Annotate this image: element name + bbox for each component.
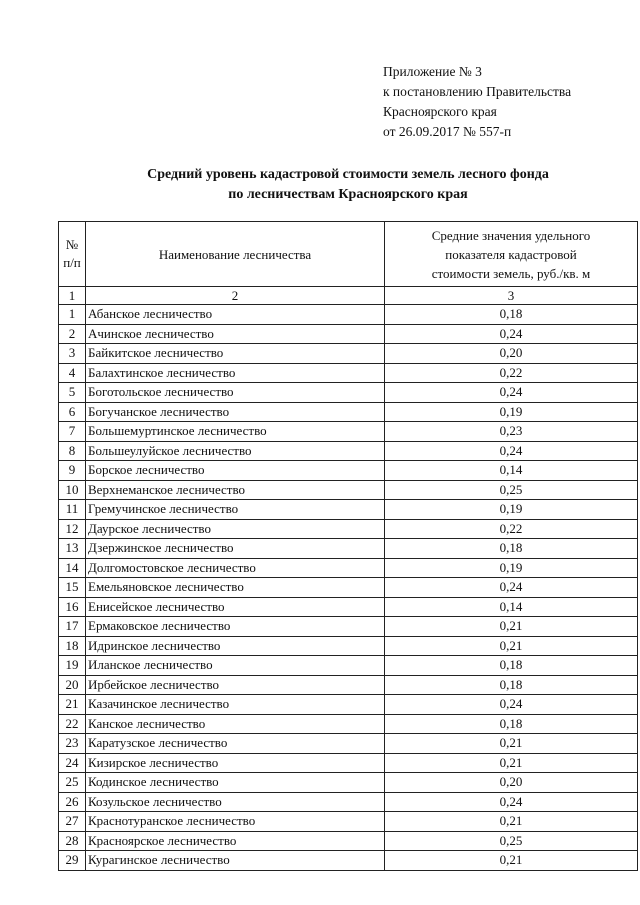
forestry-name: Верхнеманское лесничество [86, 480, 385, 500]
row-number: 25 [59, 773, 86, 793]
forestry-name: Дзержинское лесничество [86, 539, 385, 559]
title-line: Средний уровень кадастровой стоимости земель лесного фонда [147, 167, 549, 182]
row-number: 1 [59, 305, 86, 325]
forestry-name: Иланское лесничество [86, 656, 385, 676]
row-number: 29 [59, 851, 86, 871]
row-number: 20 [59, 675, 86, 695]
row-number: 3 [59, 344, 86, 364]
table-row [59, 344, 638, 364]
table-row [59, 656, 638, 676]
forestry-name: Краснотуранское лесничество [86, 812, 385, 832]
forestry-name: Канское лесничество [86, 714, 385, 734]
column-index: 3 [385, 287, 638, 305]
cadastral-value: 0,14 [385, 597, 638, 617]
forestry-name: Кизирское лесничество [86, 753, 385, 773]
table-body [59, 305, 638, 871]
table-row [59, 578, 638, 598]
forestry-name: Балахтинское лесничество [86, 363, 385, 383]
table-row [59, 617, 638, 637]
appendix-line: Приложение № 3 [383, 64, 482, 79]
table-row [59, 539, 638, 559]
document-title [60, 165, 636, 205]
forestry-name: Емельяновское лесничество [86, 578, 385, 598]
table-row [59, 402, 638, 422]
table-row [59, 305, 638, 325]
table-row [59, 675, 638, 695]
cadastral-value: 0,21 [385, 753, 638, 773]
row-number: 5 [59, 383, 86, 403]
row-number: 23 [59, 734, 86, 754]
cadastral-value: 0,21 [385, 851, 638, 871]
row-number: 7 [59, 422, 86, 442]
row-number: 24 [59, 753, 86, 773]
column-index: 1 [59, 287, 86, 305]
forestry-name: Борское лесничество [86, 461, 385, 481]
row-number: 9 [59, 461, 86, 481]
appendix-block [383, 62, 571, 142]
cadastral-value: 0,24 [385, 383, 638, 403]
cadastral-value: 0,20 [385, 344, 638, 364]
row-number: 19 [59, 656, 86, 676]
row-number: 27 [59, 812, 86, 832]
forestry-name: Енисейское лесничество [86, 597, 385, 617]
row-number: 13 [59, 539, 86, 559]
cadastral-value: 0,19 [385, 500, 638, 520]
cadastral-value: 0,18 [385, 675, 638, 695]
row-number: 10 [59, 480, 86, 500]
row-number: 22 [59, 714, 86, 734]
table-row [59, 792, 638, 812]
table-row [59, 695, 638, 715]
cadastral-value: 0,24 [385, 324, 638, 344]
cadastral-value: 0,25 [385, 480, 638, 500]
cadastral-value: 0,24 [385, 792, 638, 812]
header-number [59, 222, 86, 287]
forestry-table [58, 221, 638, 871]
cadastral-value: 0,22 [385, 363, 638, 383]
forestry-name: Гремучинское лесничество [86, 500, 385, 520]
forestry-name: Идринское лесничество [86, 636, 385, 656]
forestry-name: Даурское лесничество [86, 519, 385, 539]
table-row [59, 500, 638, 520]
cadastral-value: 0,18 [385, 714, 638, 734]
cadastral-value: 0,24 [385, 441, 638, 461]
cadastral-value: 0,22 [385, 519, 638, 539]
table-row [59, 324, 638, 344]
header-value-line3: стоимости земель, руб./кв. м [431, 265, 591, 281]
appendix-line: от 26.09.2017 № 557-п [383, 124, 512, 139]
table-row [59, 363, 638, 383]
cadastral-value: 0,21 [385, 812, 638, 832]
table-row [59, 734, 638, 754]
table-row [59, 558, 638, 578]
row-number: 11 [59, 500, 86, 520]
forestry-name: Большемуртинское лесничество [86, 422, 385, 442]
row-number: 17 [59, 617, 86, 637]
table-row [59, 597, 638, 617]
cadastral-value: 0,18 [385, 539, 638, 559]
table-row [59, 753, 638, 773]
table-row [59, 383, 638, 403]
forestry-name: Козульское лесничество [86, 792, 385, 812]
table-row [59, 480, 638, 500]
table-row [59, 461, 638, 481]
cadastral-value: 0,21 [385, 636, 638, 656]
row-number: 21 [59, 695, 86, 715]
table-row [59, 831, 638, 851]
cadastral-value: 0,25 [385, 831, 638, 851]
header-value [385, 222, 638, 287]
forestry-name: Богучанское лесничество [86, 402, 385, 422]
row-number: 2 [59, 324, 86, 344]
appendix-line: Красноярского края [383, 104, 497, 119]
cadastral-value: 0,24 [385, 695, 638, 715]
table-row [59, 422, 638, 442]
forestry-name: Курагинское лесничество [86, 851, 385, 871]
column-index: 2 [86, 287, 385, 305]
header-name: Наименование лесничества [86, 222, 385, 287]
header-number-line1: № [65, 237, 79, 252]
cadastral-value: 0,21 [385, 617, 638, 637]
forestry-name: Казачинское лесничество [86, 695, 385, 715]
table-row [59, 773, 638, 793]
row-number: 12 [59, 519, 86, 539]
forestry-name: Каратузское лесничество [86, 734, 385, 754]
forestry-name: Ачинское лесничество [86, 324, 385, 344]
cadastral-value: 0,23 [385, 422, 638, 442]
cadastral-value: 0,18 [385, 656, 638, 676]
cadastral-value: 0,14 [385, 461, 638, 481]
row-number: 18 [59, 636, 86, 656]
row-number: 4 [59, 363, 86, 383]
table-row [59, 441, 638, 461]
forestry-name: Ермаковское лесничество [86, 617, 385, 637]
forestry-name: Долгомостовское лесничество [86, 558, 385, 578]
row-number: 16 [59, 597, 86, 617]
cadastral-value: 0,19 [385, 402, 638, 422]
table-row [59, 851, 638, 871]
row-number: 28 [59, 831, 86, 851]
row-number: 26 [59, 792, 86, 812]
table-row [59, 812, 638, 832]
table-header-row [59, 222, 638, 287]
forestry-name: Красноярское лесничество [86, 831, 385, 851]
forestry-name: Боготольское лесничество [86, 383, 385, 403]
row-number: 14 [59, 558, 86, 578]
cadastral-value: 0,19 [385, 558, 638, 578]
header-value-line2: показателя кадастровой [445, 246, 577, 262]
cadastral-value: 0,21 [385, 734, 638, 754]
forestry-name: Большеулуйское лесничество [86, 441, 385, 461]
forestry-name: Абанское лесничество [86, 305, 385, 325]
table-row [59, 519, 638, 539]
row-number: 8 [59, 441, 86, 461]
cadastral-value: 0,20 [385, 773, 638, 793]
table-row [59, 714, 638, 734]
appendix-line: к постановлению Правительства [383, 84, 572, 99]
cadastral-value: 0,18 [385, 305, 638, 325]
column-index-row [59, 287, 638, 305]
table-row [59, 636, 638, 656]
row-number: 6 [59, 402, 86, 422]
title-line: по лесничествам Красноярского края [228, 187, 468, 202]
header-number-line2: п/п [63, 255, 81, 270]
header-value-line1: Средние значения удельного [431, 227, 591, 243]
forestry-name: Ирбейское лесничество [86, 675, 385, 695]
forestry-name: Байкитское лесничество [86, 344, 385, 364]
forestry-name: Кодинское лесничество [86, 773, 385, 793]
row-number: 15 [59, 578, 86, 598]
cadastral-value: 0,24 [385, 578, 638, 598]
